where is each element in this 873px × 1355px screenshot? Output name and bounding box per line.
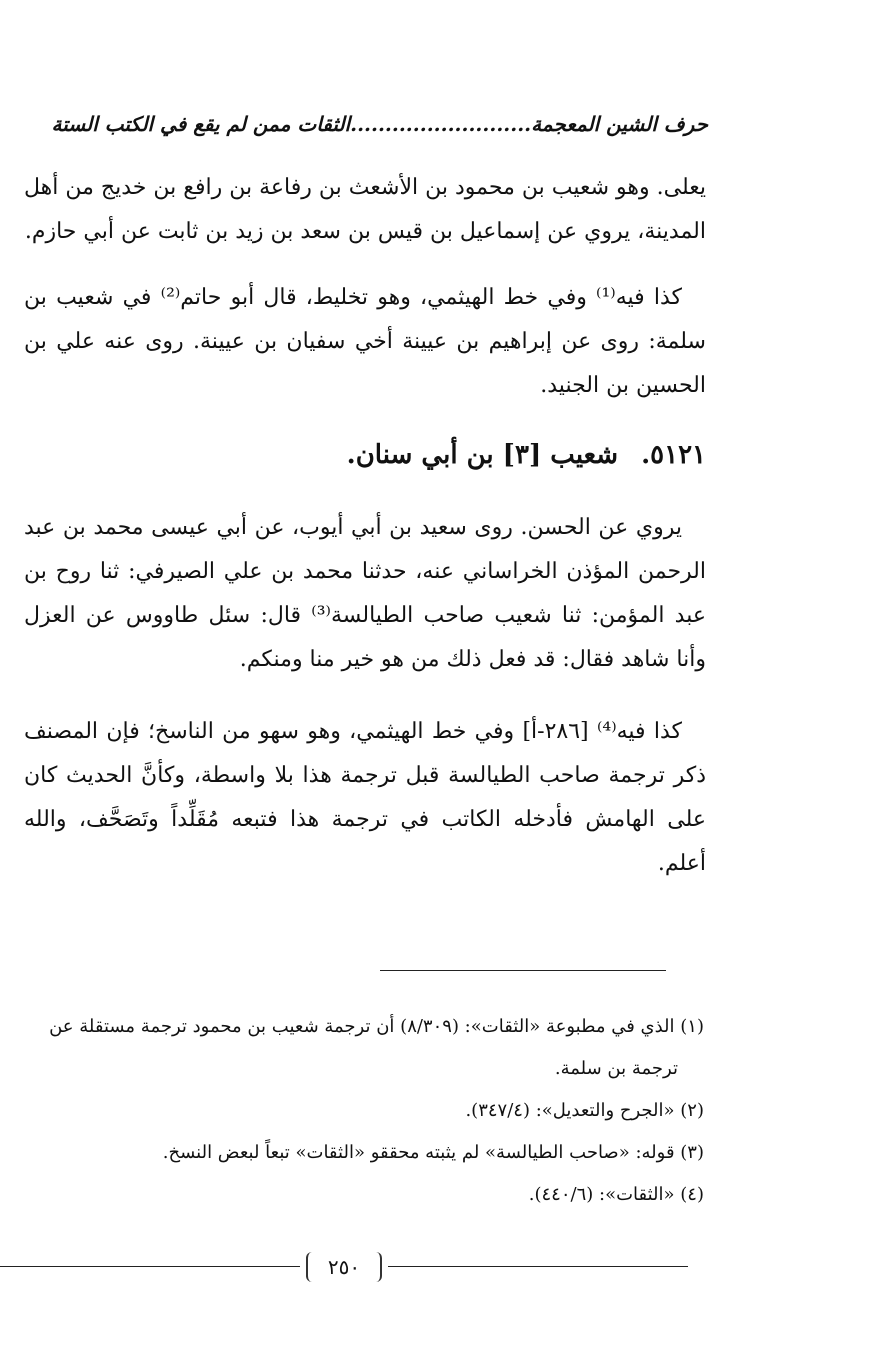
entry-heading <box>24 440 706 470</box>
footnote-2: (٢) «الجرح والتعديل»: (٣٤٧/٤). <box>465 1100 704 1121</box>
entry-number: ٥١٢١. <box>641 440 706 470</box>
footnote-divider <box>380 970 666 971</box>
footnote-1: (١) الذي في مطبوعة «الثقات»: (٨/٣٠٩) أن ترجمة شعيب بن محمود ترجمة مستقلة عن <box>49 1016 704 1037</box>
paragraph-2: كذا فيه⁽¹⁾ وفي خط الهيثمي، وهو تخليط، قال أبو حاتم⁽²⁾ في شعيب بن سلمة: روى عن إبراهيم بن عيينة أخي سفيان بن عيينة. روى عنه علي بن الحسين بن الجنيد. <box>24 285 706 398</box>
paragraph-4: كذا فيه⁽⁴⁾ [٢٨٦-أ] وفي خط الهيثمي، وهو سهو من الناسخ؛ فإن المصنف ذكر ترجمة صاحب الطيالسة قبل ترجمة هذا بلا واسطة، وكأنَّ الحديث كان على الهامش فأدخله الكاتب في ترجمة هذا فتبعه مُقَلِّداً وتَصَحَّف، والله أعلم. <box>24 719 706 876</box>
bottom-rule-right <box>388 1266 688 1267</box>
footnote-1-continuation: ترجمة بن سلمة. <box>554 1058 678 1079</box>
running-header: حرف الشين المعجمة..........................الثقات ممن لم يقع في الكتب الستة <box>51 112 708 136</box>
footnote-3: (٣) قوله: «صاحب الطيالسة» لم يثبته محققو «الثقات» تبعاً لبعض النسخ. <box>162 1142 704 1163</box>
bottom-rule-left <box>0 1266 300 1267</box>
page-number: ٢٥٠ <box>306 1252 382 1282</box>
entry-title: شعيب [٣] بن أبي سنان. <box>346 440 619 470</box>
paragraph-3: يروي عن الحسن. روى سعيد بن أبي أيوب، عن أبي عيسى محمد بن عبد الرحمن المؤذن الخراساني عنه، حدثنا محمد بن علي الصيرفي: ثنا روح بن عبد المؤمن: ثنا شعيب صاحب الطيالسة⁽³⁾ قال: سئل طاووس عن العزل وأنا شاهد فقال: قد فعل ذلك من هو خير منا ومنكم. <box>24 515 706 672</box>
footnote-4: (٤) «الثقات»: (٤٤٠/٦). <box>528 1184 704 1205</box>
footnotes <box>0 1006 704 1216</box>
paragraph-1: يعلى. وهو شعيب بن محمود بن الأشعث بن رفاعة بن رافع بن خديج من أهل المدينة، يروي عن إسماعيل بن قيس بن سعد بن زيد بن ثابت عن أبي حازم. <box>24 175 706 244</box>
